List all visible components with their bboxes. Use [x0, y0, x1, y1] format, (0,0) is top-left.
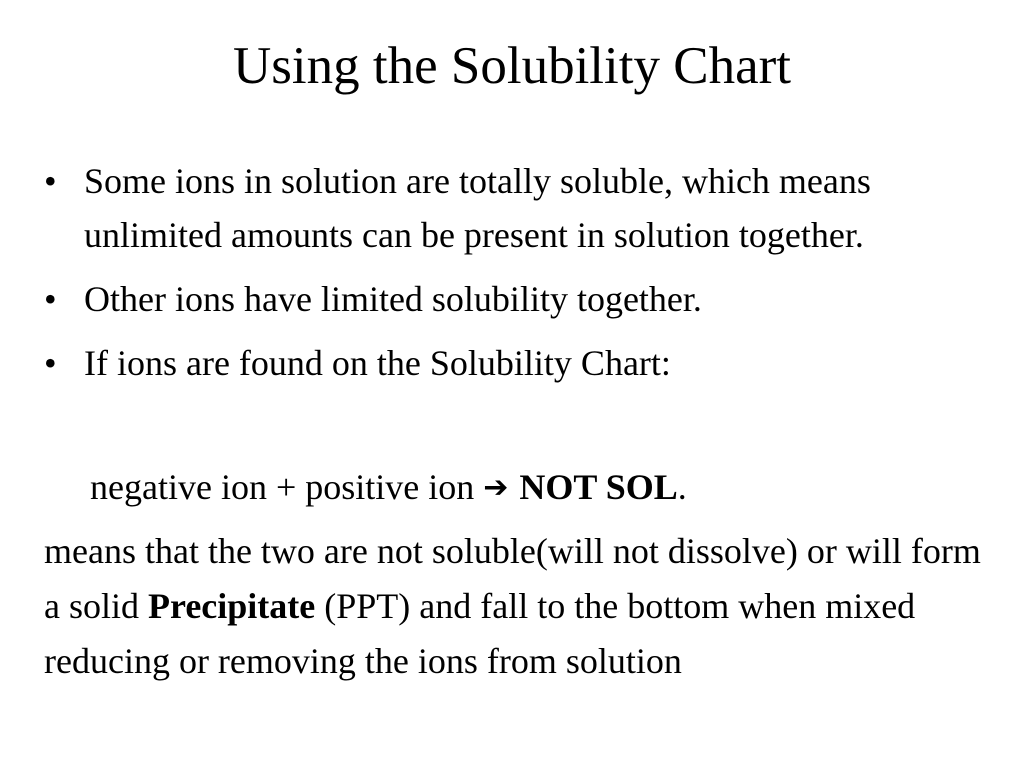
bullet-list: [44, 154, 984, 400]
bullet-marker: •: [44, 343, 57, 383]
explanation-text-1: means that the two are not soluble(will not dissolve) or will form a solid: [44, 531, 981, 626]
reaction-line: [90, 460, 687, 517]
bullet-item: [44, 336, 984, 390]
bullet-text: Some ions in solution are totally soluble, which means unlimited amounts can be present in solution together.: [84, 161, 871, 255]
precipitate-term: Precipitate: [148, 586, 316, 626]
bullet-marker: •: [44, 279, 57, 319]
right-arrow-icon: ➔: [483, 470, 509, 505]
reaction-period: .: [677, 467, 687, 507]
bullet-item: [44, 272, 984, 326]
bullet-item: [44, 154, 984, 262]
slide-title: Using the Solubility Chart: [233, 37, 791, 95]
bullet-text: If ions are found on the Solubility Chart:: [84, 343, 671, 383]
bullet-text: Other ions have limited solubility together.: [84, 279, 702, 319]
reaction-result: NOT SOL: [519, 467, 678, 507]
explanation-paragraph: [44, 524, 1004, 689]
explanation-text-2: (PPT) and fall to the bottom when mixed reducing or removing the ions from solution: [44, 586, 916, 681]
bullet-marker: •: [44, 161, 57, 201]
reaction-lhs: negative ion + positive ion: [90, 467, 484, 507]
